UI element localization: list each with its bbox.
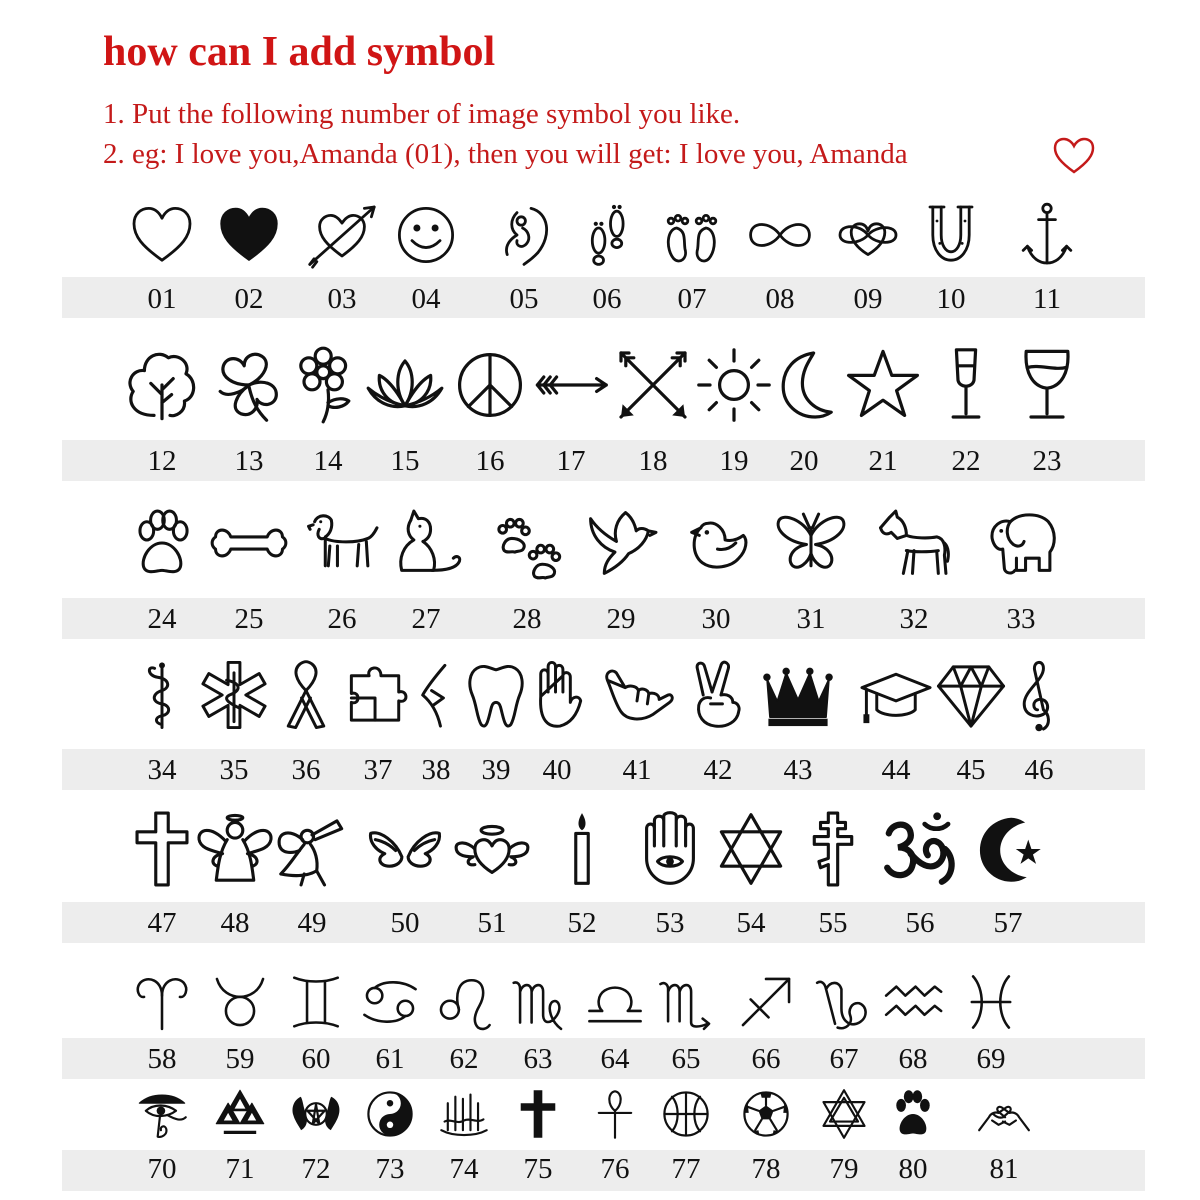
elephant-icon	[983, 505, 1059, 581]
symbol-number: 01	[147, 283, 177, 315]
symbol-number: 03	[327, 283, 357, 315]
infinity-icon	[745, 200, 815, 270]
dog-icon	[304, 505, 380, 581]
symbol-number: 21	[868, 445, 898, 477]
symbol-number: 04	[411, 283, 441, 315]
flower-icon	[288, 345, 368, 425]
symbol-number: 64	[600, 1043, 630, 1075]
arrow-icon	[531, 345, 611, 425]
pinky-promise-icon	[977, 1087, 1031, 1141]
symbol-number: 74	[449, 1153, 479, 1185]
heart-arrow-icon	[307, 200, 377, 270]
star-of-david-icon	[712, 810, 790, 888]
paw-icon	[124, 505, 200, 581]
symbol-number: 70	[147, 1153, 177, 1185]
butterfly-icon	[773, 505, 849, 581]
pisces-icon	[959, 970, 1023, 1034]
candle-icon	[543, 810, 621, 888]
symbol-number: 08	[765, 283, 795, 315]
om-icon	[881, 810, 959, 888]
symbol-number: 77	[671, 1153, 701, 1185]
symbol-number: 65	[671, 1043, 701, 1075]
symbol-number: 44	[881, 754, 911, 786]
virgo-icon	[506, 970, 570, 1034]
peace-hand-icon	[681, 658, 755, 732]
symbol-number: 46	[1024, 754, 1054, 786]
symbol-number: 27	[411, 603, 441, 635]
aquarius-icon	[881, 970, 945, 1034]
symbol-number: 55	[818, 907, 848, 939]
symbol-number: 62	[449, 1043, 479, 1075]
symbol-number: 29	[606, 603, 636, 635]
symbol-number: 48	[220, 907, 250, 939]
symbol-number: 18	[638, 445, 668, 477]
symbol-number: 36	[291, 754, 321, 786]
sun-icon	[694, 345, 774, 425]
caduceus-icon	[125, 658, 199, 732]
allah-calligraphy-icon	[437, 1087, 491, 1141]
soccer-ball-icon	[739, 1087, 793, 1141]
symbol-number: 80	[898, 1153, 928, 1185]
symbol-number: 42	[703, 754, 733, 786]
outline-star-of-david-icon	[817, 1087, 871, 1141]
champagne-glass-icon	[926, 345, 1006, 425]
crown-icon	[761, 658, 835, 732]
instruction-line-2: 2. eg: I love you,Amanda (01), then you will get: I love you, Amanda	[103, 138, 908, 170]
horse-icon	[876, 505, 952, 581]
basketball-icon	[659, 1087, 713, 1141]
treble-clef-icon	[1002, 658, 1076, 732]
baby-feet-icon	[657, 200, 727, 270]
hand-icon	[520, 658, 594, 732]
symbol-number: 23	[1032, 445, 1062, 477]
clover-icon	[209, 345, 289, 425]
symbol-number: 10	[936, 283, 966, 315]
symbol-number: 78	[751, 1153, 781, 1185]
cross-icon	[123, 810, 201, 888]
anchor-icon	[1012, 200, 1082, 270]
small-paw-icon	[886, 1087, 940, 1141]
angel-icon	[196, 810, 274, 888]
gemini-icon	[284, 970, 348, 1034]
smiley-icon	[391, 200, 461, 270]
instruction-line-1: 1. Put the following number of image symbol you like.	[103, 98, 741, 130]
wings-icon	[366, 810, 444, 888]
symbol-number: 72	[301, 1153, 331, 1185]
heart-outline-icon	[1052, 136, 1096, 176]
symbol-number: 61	[375, 1043, 405, 1075]
graduation-cap-icon	[859, 658, 933, 732]
symbol-number: 57	[993, 907, 1023, 939]
symbol-number: 07	[677, 283, 707, 315]
symbol-number: 63	[523, 1043, 553, 1075]
aries-icon	[130, 970, 194, 1034]
symbol-number: 39	[481, 754, 511, 786]
scorpio-icon	[654, 970, 718, 1034]
symbol-number: 25	[234, 603, 264, 635]
symbol-number: 66	[751, 1043, 781, 1075]
symbol-number: 73	[375, 1153, 405, 1185]
symbol-number: 40	[542, 754, 572, 786]
symbol-number: 52	[567, 907, 597, 939]
diamond-icon	[934, 658, 1008, 732]
triple-moon-icon	[289, 1087, 343, 1141]
leo-icon	[432, 970, 496, 1034]
heart-outline-icon	[127, 200, 197, 270]
symbol-number: 14	[313, 445, 343, 477]
infinity-heart-icon	[833, 200, 903, 270]
symbol-number: 58	[147, 1043, 177, 1075]
page-title: how can I add symbol	[103, 29, 496, 75]
symbol-number: 56	[905, 907, 935, 939]
symbol-number: 30	[701, 603, 731, 635]
symbol-number: 53	[655, 907, 685, 939]
libra-icon	[583, 970, 647, 1034]
dove-icon	[583, 505, 659, 581]
cat-icon	[388, 505, 464, 581]
eye-of-horus-icon	[135, 1087, 189, 1141]
symbol-number: 35	[219, 754, 249, 786]
symbol-number: 75	[523, 1153, 553, 1185]
mother-child-icon	[489, 200, 559, 270]
star-icon	[843, 345, 923, 425]
symbol-number: 34	[147, 754, 177, 786]
symbol-number: 60	[301, 1043, 331, 1075]
bold-cross-icon	[511, 1087, 565, 1141]
symbol-number: 38	[421, 754, 451, 786]
cancer-icon	[358, 970, 422, 1034]
symbol-number: 54	[736, 907, 766, 939]
symbol-number: 09	[853, 283, 883, 315]
tree-icon	[122, 345, 202, 425]
symbol-number: 50	[390, 907, 420, 939]
symbol-number: 33	[1006, 603, 1036, 635]
symbol-number: 26	[327, 603, 357, 635]
symbol-number: 45	[956, 754, 986, 786]
symbol-number: 06	[592, 283, 622, 315]
hamsa-icon	[631, 810, 709, 888]
trumpet-angel-icon	[273, 810, 351, 888]
symbol-number: 17	[556, 445, 586, 477]
taurus-icon	[208, 970, 272, 1034]
sagittarius-icon	[734, 970, 798, 1034]
winged-heart-icon	[453, 810, 531, 888]
symbol-number: 05	[509, 283, 539, 315]
symbol-number: 15	[390, 445, 420, 477]
symbol-number: 68	[898, 1043, 928, 1075]
symbol-number: 22	[951, 445, 981, 477]
symbol-number: 81	[989, 1153, 1019, 1185]
symbol-number: 51	[477, 907, 507, 939]
shaka-hand-icon	[600, 658, 674, 732]
lotus-icon	[365, 345, 445, 425]
ankh-icon	[588, 1087, 642, 1141]
ribbon-icon	[269, 658, 343, 732]
symbol-number: 59	[225, 1043, 255, 1075]
symbol-number: 12	[147, 445, 177, 477]
horseshoe-icon	[916, 200, 986, 270]
symbol-number: 24	[147, 603, 177, 635]
symbol-number: 02	[234, 283, 264, 315]
symbol-number: 19	[719, 445, 749, 477]
symbol-number: 43	[783, 754, 813, 786]
symbol-number: 11	[1033, 283, 1061, 315]
symbol-number: 28	[512, 603, 542, 635]
symbol-number: 31	[796, 603, 826, 635]
symbol-number: 20	[789, 445, 819, 477]
symbol-number: 79	[829, 1153, 859, 1185]
symbol-number: 32	[899, 603, 929, 635]
capricorn-icon	[812, 970, 876, 1034]
footprints-icon	[572, 200, 642, 270]
crescent-star-icon	[969, 810, 1047, 888]
crossed-arrows-icon	[613, 345, 693, 425]
bone-icon	[211, 505, 287, 581]
symbol-number: 41	[622, 754, 652, 786]
symbol-number: 71	[225, 1153, 255, 1185]
heart-filled-icon	[214, 200, 284, 270]
peace-icon	[450, 345, 530, 425]
symbol-number: 37	[363, 754, 393, 786]
symbol-number: 67	[829, 1043, 859, 1075]
symbol-number: 49	[297, 907, 327, 939]
symbol-number: 69	[976, 1043, 1006, 1075]
orthodox-cross-icon	[794, 810, 872, 888]
bird-icon	[678, 505, 754, 581]
moon-icon	[764, 345, 844, 425]
valknut-icon	[213, 1087, 267, 1141]
two-paws-icon	[489, 505, 565, 581]
symbol-number: 76	[600, 1153, 630, 1185]
symbol-number: 13	[234, 445, 264, 477]
yin-yang-icon	[363, 1087, 417, 1141]
medical-star-icon	[197, 658, 271, 732]
wine-glass-icon	[1007, 345, 1087, 425]
symbol-number: 16	[475, 445, 505, 477]
symbol-number: 47	[147, 907, 177, 939]
